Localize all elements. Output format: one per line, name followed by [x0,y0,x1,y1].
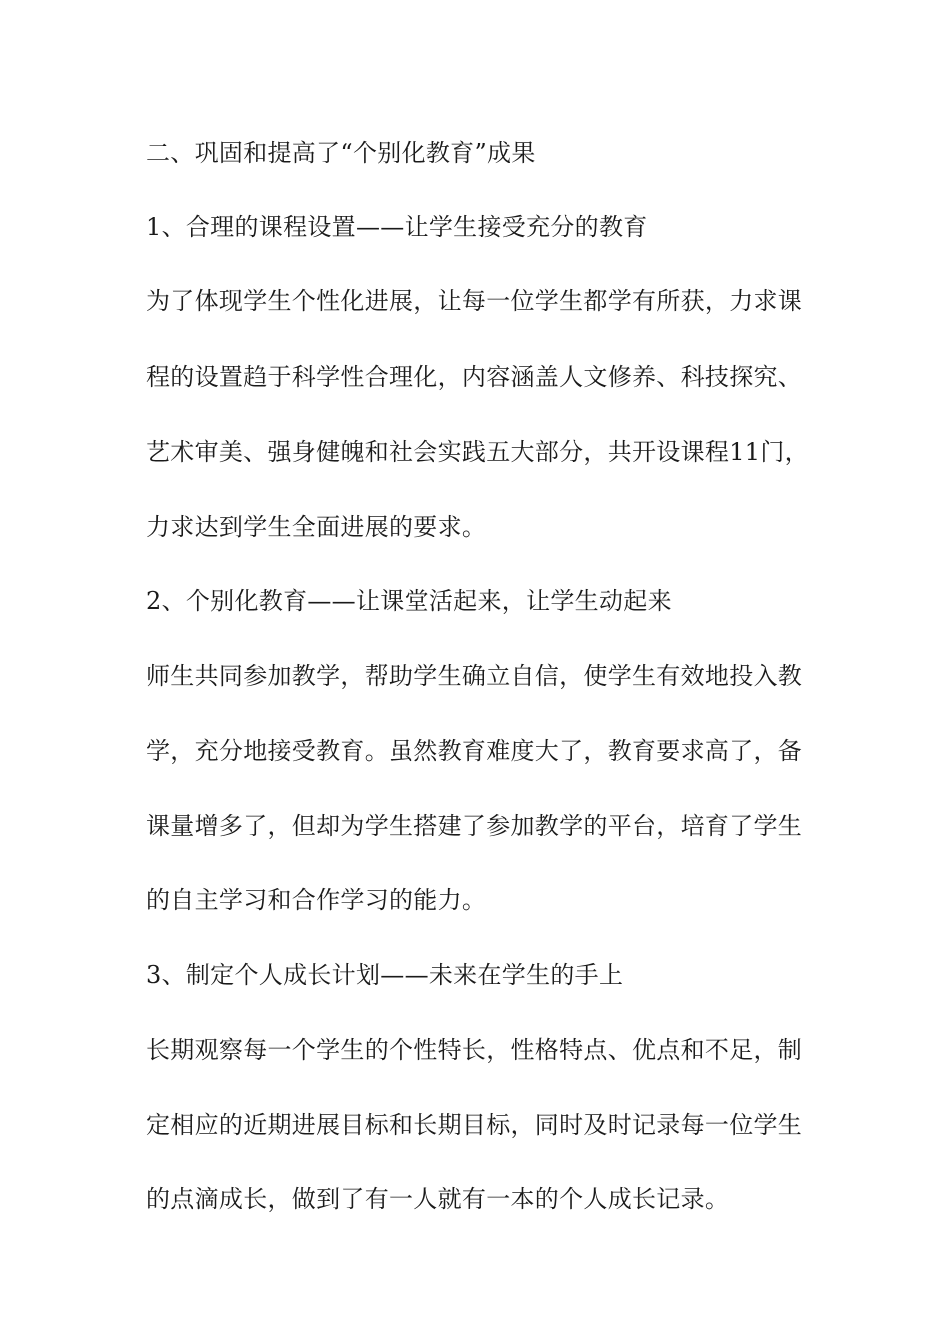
item-3-text-line-3: 的点滴成长，做到了有一人就有一本的个人成长记录。 [146,1185,730,1213]
item-1-text-line-3: 艺术审美、强身健魄和社会实践五大部分，共开设课程11门， [146,438,809,466]
item-1-text-line-4: 力求达到学生全面进展的要求。 [146,513,487,541]
item-1-heading: 1、合理的课程设置——让学生接受充分的教育 [146,213,648,241]
item-2-text-line-1: 师生共同参加教学，帮助学生确立自信，使学生有效地投入教 [146,662,803,690]
item-2-text-line-4: 的自主学习和合作学习的能力。 [146,886,487,914]
item-3-text-line-2: 定相应的近期进展目标和长期目标，同时及时记录每一位学生 [146,1111,803,1139]
section-heading: 二、巩固和提高了“个别化教育”成果 [146,139,536,167]
item-1-text-line-2: 程的设置趋于科学性合理化，内容涵盖人文修养、科技探究、 [146,363,803,391]
item-2-text-line-2: 学，充分地接受教育。虽然教育难度大了，教育要求高了，备 [146,737,803,765]
item-3-heading: 3、制定个人成长计划——未来在学生的手上 [146,961,624,989]
item-2-heading: 2、个别化教育——让课堂活起来，让学生动起来 [146,587,672,615]
item-1-text-line-1: 为了体现学生个性化进展，让每一位学生都学有所获，力求课 [146,287,803,315]
item-2-text-line-3: 课量增多了，但却为学生搭建了参加教学的平台，培育了学生 [146,812,803,840]
item-3-text-line-1: 长期观察每一个学生的个性特长，性格特点、优点和不足，制 [146,1036,803,1064]
